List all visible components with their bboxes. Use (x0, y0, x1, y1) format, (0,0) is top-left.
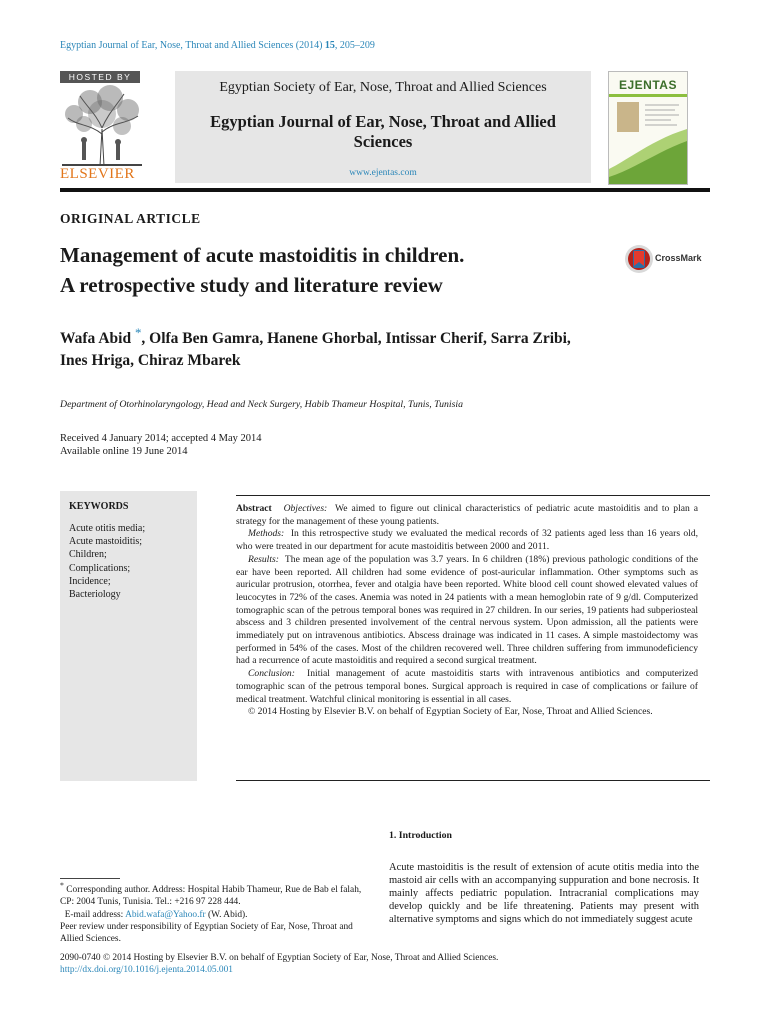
corresponding-footnote (60, 880, 370, 909)
header-divider (60, 188, 710, 192)
journal-pages: , 205–209 (334, 40, 375, 51)
journal-title-line2: Sciences (353, 132, 413, 151)
footnote-mark: * (60, 881, 64, 890)
elsevier-wordmark[interactable]: ELSEVIER (60, 166, 135, 182)
keyword-item: Bacteriology (69, 589, 121, 601)
keyword-item: Children; (69, 549, 107, 561)
corresponding-author-mark[interactable]: * (134, 325, 142, 340)
methods-text: In this retrospective study we evaluated the medical records of 32 patients aged less than 16 years old, who were treated in our department for acute mastoiditis between 2000 and 2011. (236, 528, 699, 553)
peer-review-note: Peer review under responsibility of Egyptian Society of Ear, Nose, Throat and Allied Sciences. (60, 922, 353, 945)
author-list (60, 322, 710, 372)
abstract (236, 503, 698, 719)
issn-copyright: 2090-0740 © 2014 Hosting by Elsevier B.V. on behalf of Egyptian Society of Ear, Nose, Throat and Allied Sciences. (60, 953, 499, 963)
crossmark-icon[interactable] (624, 244, 654, 274)
article-dates (60, 432, 261, 458)
keyword-item: Complications; (69, 562, 131, 574)
cover-title: EJENTAS (619, 78, 677, 92)
hosted-by-label: HOSTED BY (60, 71, 140, 83)
objectives-label: Objectives: (283, 503, 328, 514)
journal-title-line1: Egyptian Journal of Ear, Nose, Throat and Allied (210, 112, 556, 131)
author-line1-rest: , Olfa Ben Gamra, Hanene Ghorbal, Intissar Cherif, Sarra Zribi, (141, 330, 571, 348)
author-line1 (60, 322, 710, 350)
email-suffix: (W. Abid). (208, 909, 248, 920)
doi-link[interactable]: http://dx.doi.org/10.1016/j.ejenta.2014.05.001 (60, 965, 233, 976)
journal-url-link[interactable]: www.ejentas.com (349, 168, 417, 178)
abstract-bottom-rule (236, 780, 710, 781)
author-line2: Ines Hriga, Chiraz Mbarek (60, 352, 241, 370)
abstract-label: Abstract (236, 503, 272, 514)
email-link[interactable]: Abid.wafa@Yahoo.fr (125, 909, 206, 920)
crossmark-label[interactable]: CrossMark (655, 253, 702, 263)
abstract-results (236, 554, 698, 668)
corresponding-author[interactable]: Wafa Abid (60, 330, 132, 348)
elsevier-tree-logo (60, 84, 144, 168)
cover-text-lines-icon (645, 102, 681, 132)
society-name: Egyptian Society of Ear, Nose, Throat and Allied Sciences (219, 80, 547, 95)
cover-image (617, 102, 639, 132)
introduction-heading: 1. Introduction (389, 830, 452, 841)
cover-accent-bar (609, 94, 687, 97)
affiliation: Department of Otorhinolaryngology, Head and Neck Surgery, Habib Thameur Hospital, Tunis, Tunisia (60, 399, 464, 410)
article-title-line2: A retrospective study and literature review (60, 273, 443, 297)
abstract-objectives (236, 503, 698, 528)
keyword-item: Acute mastoiditis; (69, 536, 143, 548)
keywords-list (69, 522, 145, 601)
conclusion-label: Conclusion: (248, 668, 295, 680)
bottom-notes (60, 952, 710, 977)
conclusion-text: Initial management of acute mastoiditis starts with intravenous antibiotics and computerized tomographic scan of the petrous temporal bones. Surgical approach is required in case of complications or failure of medical treatment. Watchful clinical monitoring is essential in all cases. (236, 668, 698, 705)
email-footnote (60, 909, 370, 921)
abstract-top-rule (236, 495, 710, 496)
journal-title (175, 112, 591, 152)
journal-volume: 15 (324, 40, 335, 51)
abstract-methods (236, 528, 698, 553)
article-title (60, 240, 600, 300)
results-text: The mean age of the population was 3.7 years. In 6 children (18%) previous pathologic conditions of the ear have been reported. All children had some evidence of post-auricular inflammation. Other symptoms such as auricular protrusion, otorrhea, fever and otalgia have been reported. White blood cell count showed elevated values of leucocytes in 72% of the cases. Anemia was noted in 24 patients with a mean hemoglobin rate of 9 g/dl. Computerized tomographic scan of the petrous temporal bones was required in 27 children. In our series, 19 patients had subperiosteal abscess and 3 children presented involvement of the central nervous system. Upon admission, all the patients were immediately put on intravenous antibiotics. Abscess drainage was indicated in 11 cases. A simple mastoidectomy was performed in 54% of the cases. Most of the children recovered well. Three children suffering from immunodeficiency had a recurrence of acute mastoiditis and required a second surgical treatment. (236, 553, 699, 667)
journal-cover-thumbnail[interactable] (608, 71, 688, 185)
journal-reference-prefix: Egyptian Journal of Ear, Nose, Throat and Allied Sciences (2014) (60, 40, 323, 51)
corresponding-author-address: Corresponding author. Address: Hospital Habib Thameur, Rue de Bab el falah, CP: 2004 Tunis, Tunisia. Tel.: +216 97 228 444. (60, 885, 362, 908)
abstract-copyright: © 2014 Hosting by Elsevier B.V. on behalf of Egyptian Society of Ear, Nose, Throat and Allied Sciences. (248, 706, 653, 718)
available-date: Available online 19 June 2014 (60, 446, 188, 457)
article-title-line1: Management of acute mastoiditis in children. (60, 243, 465, 267)
journal-reference[interactable] (60, 40, 375, 51)
keyword-item: Acute otitis media; (69, 523, 146, 534)
email-label: E-mail address: (64, 909, 124, 920)
results-label: Results: (248, 553, 279, 565)
keyword-item: Incidence; (69, 575, 111, 587)
abstract-conclusion (236, 668, 698, 706)
footnotes (60, 880, 370, 946)
objectives-text: We aimed to figure out clinical characteristics of pediatric acute mastoiditis and to plan a strategy for the management of these young patients. (236, 503, 698, 527)
keywords-heading: KEYWORDS (69, 501, 129, 512)
received-date: Received 4 January 2014; accepted 4 May 2014 (60, 433, 262, 444)
article-type: ORIGINAL ARTICLE (60, 211, 201, 226)
methods-label: Methods: (248, 528, 285, 540)
footnote-rule (60, 878, 120, 879)
introduction-text: Acute mastoiditis is the result of extension of acute otitis media into the mastoid air cells with an accompanying suppuration and bone necrosis. It mainly affects pediatric population. Intracranial complications may develop quickly and be life threatening. Patients may present with alternative symptoms and signs which do not immediately suggest acute (389, 862, 699, 925)
cover-swoosh-graphic (609, 129, 687, 184)
